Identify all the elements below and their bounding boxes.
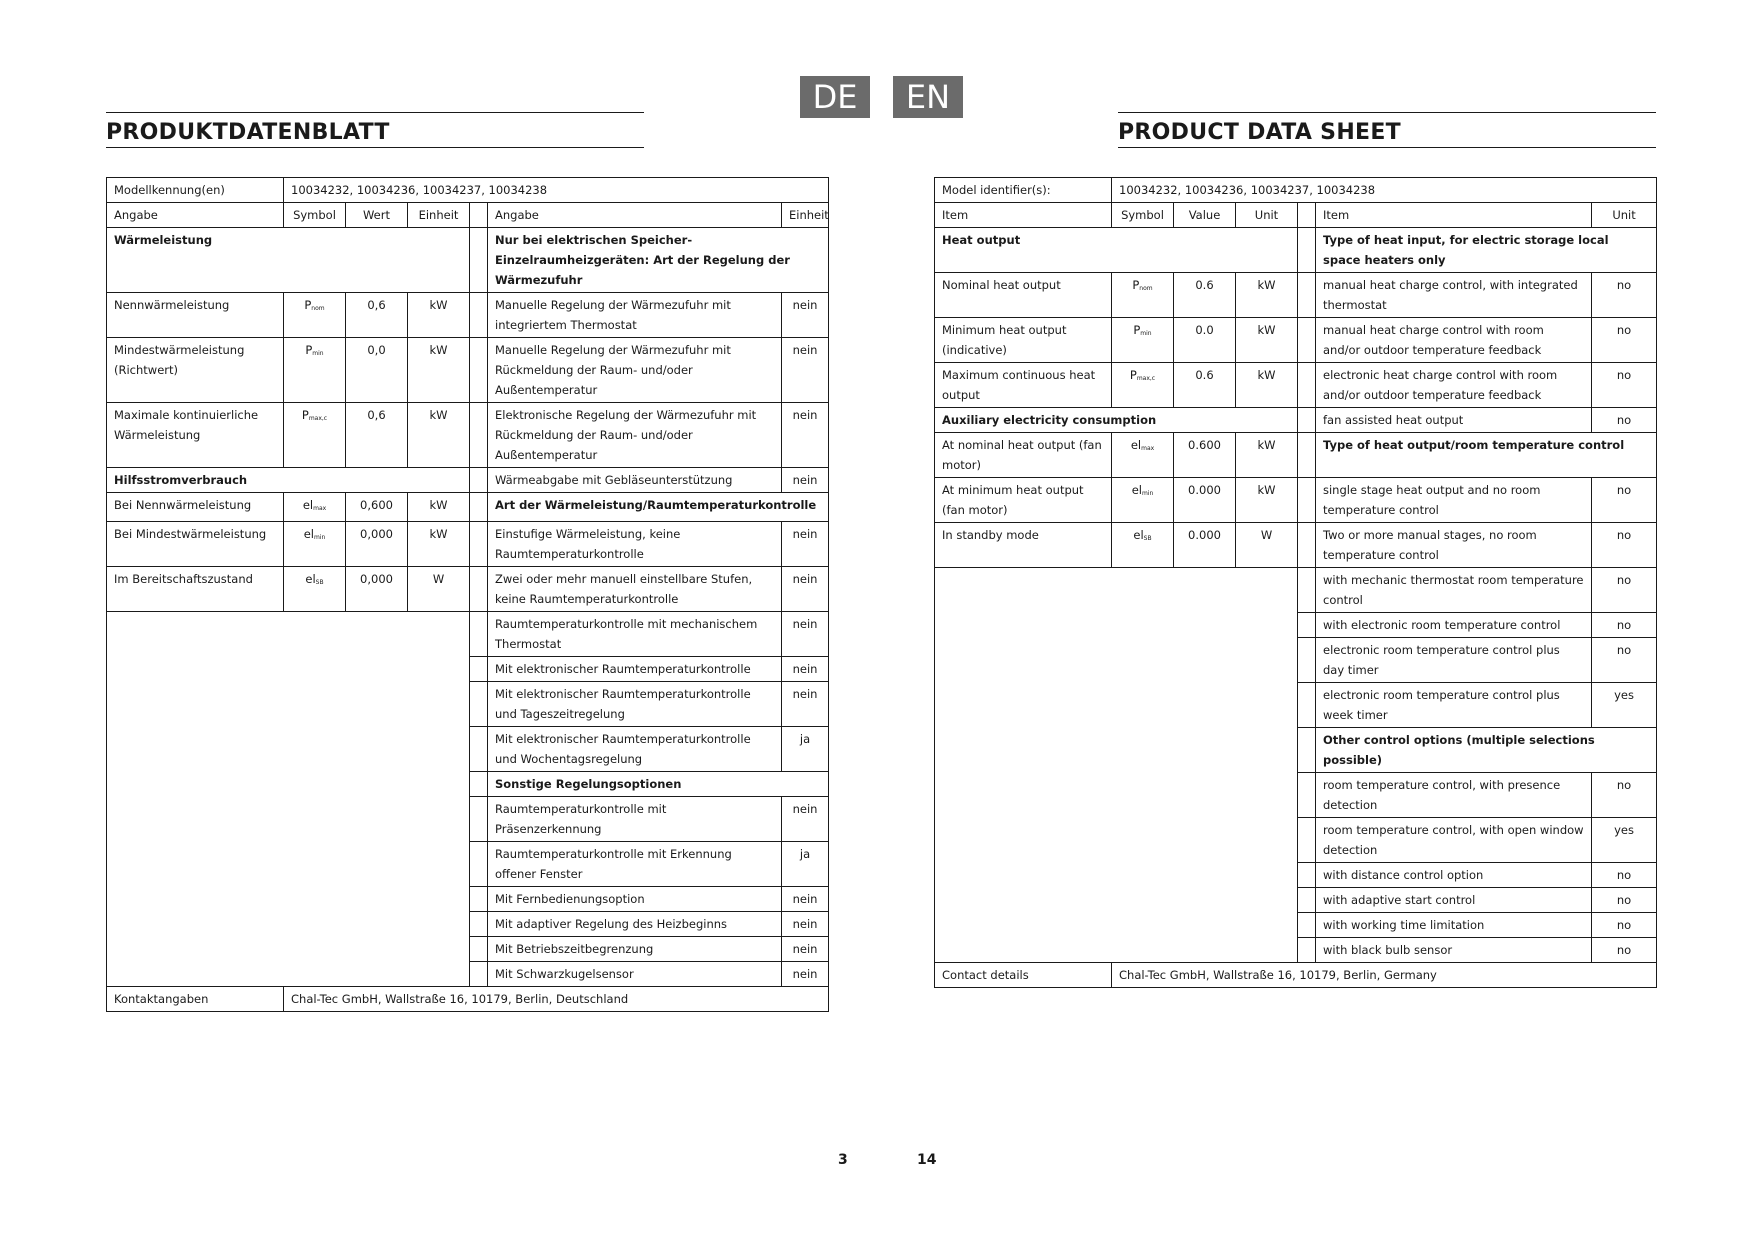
param-label: Mindestwärmeleistung (Richtwert) [107, 338, 284, 403]
symbol-cell [1112, 478, 1174, 523]
item-label: with working time limitation [1316, 913, 1592, 938]
item-value: nein [782, 682, 829, 727]
table-row [107, 468, 829, 493]
item-label: Raumtemperaturkontrolle mit mechanischem Thermostat [488, 612, 782, 657]
spacer-cell [1298, 818, 1316, 863]
spacer-cell [470, 797, 488, 842]
item-label: with electronic room temperature control [1316, 613, 1592, 638]
item-value: no [1592, 273, 1657, 318]
symbol-cell [284, 567, 346, 612]
item-label: manual heat charge control, with integrated thermostat [1316, 273, 1592, 318]
param-label: Bei Mindestwärmeleistung [107, 522, 284, 567]
param-value: 0.600 [1174, 433, 1236, 478]
symbol-cell [1112, 433, 1174, 478]
section-heading: Wärmeleistung [107, 228, 470, 293]
param-unit: kW [1236, 273, 1298, 318]
spacer-cell [470, 887, 488, 912]
model-value: 10034232, 10034236, 10034237, 10034238 [1112, 178, 1657, 203]
symbol-subscript: max [1141, 445, 1155, 452]
item-value: no [1592, 478, 1657, 523]
item-value: nein [782, 887, 829, 912]
item-value: nein [782, 657, 829, 682]
param-label: Nominal heat output [935, 273, 1112, 318]
item-value: no [1592, 938, 1657, 963]
symbol-subscript: nom [311, 305, 325, 312]
spacer-cell [1298, 913, 1316, 938]
model-label: Model identifier(s): [935, 178, 1112, 203]
product-table-de [106, 177, 829, 1012]
item-value: nein [782, 962, 829, 987]
symbol-subscript: min [313, 534, 326, 541]
param-unit: kW [408, 403, 470, 468]
param-value: 0.6 [1174, 273, 1236, 318]
item-value: no [1592, 363, 1657, 408]
spacer-cell [1298, 888, 1316, 913]
item-label: Manuelle Regelung der Wärmezufuhr mit integriertem Thermostat [488, 293, 782, 338]
table-row [107, 987, 829, 1012]
symbol-text: P [1129, 368, 1137, 382]
param-label: At nominal heat output (fan motor) [935, 433, 1112, 478]
section-heading: Other control options (multiple selections possible) [1316, 728, 1657, 773]
item-label: electronic room temperature control plus week timer [1316, 683, 1592, 728]
table-row [935, 228, 1657, 273]
item-label: single stage heat output and no room temperature control [1316, 478, 1592, 523]
item-value: nein [782, 797, 829, 842]
item-value: nein [782, 338, 829, 403]
param-unit: kW [408, 338, 470, 403]
contact-value: Chal-Tec GmbH, Wallstraße 16, 10179, Berlin, Deutschland [284, 987, 829, 1012]
symbol-text: P [304, 298, 312, 312]
symbol-text: el [303, 527, 314, 541]
lang-badge-de: DE [800, 76, 870, 118]
spacer-cell [470, 468, 488, 493]
table-row [107, 403, 829, 468]
symbol-cell [1112, 363, 1174, 408]
spacer-cell [1298, 363, 1316, 408]
param-unit: kW [1236, 478, 1298, 523]
spacer-cell [1298, 203, 1316, 228]
spacer-cell [1298, 478, 1316, 523]
symbol-text: P [305, 343, 313, 357]
spacer-cell [470, 772, 488, 797]
param-value: 0,6 [346, 293, 408, 338]
header-unit: Einheit [408, 203, 470, 228]
param-unit: W [1236, 523, 1298, 568]
spacer-cell [470, 962, 488, 987]
table-row [107, 567, 829, 612]
table-row [935, 318, 1657, 363]
param-value: 0.6 [1174, 363, 1236, 408]
symbol-text: P [1133, 323, 1141, 337]
item-label: Mit adaptiver Regelung des Heizbeginns [488, 912, 782, 937]
item-value: nein [782, 468, 829, 493]
symbol-text: el [1130, 438, 1142, 452]
table-row [107, 178, 829, 203]
symbol-cell [284, 403, 346, 468]
section-heading: Heat output [935, 228, 1298, 273]
symbol-cell [284, 338, 346, 403]
item-value: no [1592, 523, 1657, 568]
page-number-en: 14 [917, 1152, 937, 1168]
spacer-cell [470, 567, 488, 612]
param-value: 0,000 [346, 522, 408, 567]
item-value: no [1592, 408, 1657, 433]
param-label: At minimum heat output (fan motor) [935, 478, 1112, 523]
item-value: no [1592, 613, 1657, 638]
symbol-cell [284, 522, 346, 567]
contact-value: Chal-Tec GmbH, Wallstraße 16, 10179, Berlin, Germany [1112, 963, 1657, 988]
item-label: Einstufige Wärmeleistung, keine Raumtemperaturkontrolle [488, 522, 782, 567]
spacer-cell [470, 338, 488, 403]
item-value: nein [782, 937, 829, 962]
param-value: 0.000 [1174, 478, 1236, 523]
spacer-cell [1298, 228, 1316, 273]
param-unit: kW [1236, 318, 1298, 363]
table-row [935, 273, 1657, 318]
spacer-cell [470, 403, 488, 468]
symbol-subscript: max [313, 505, 327, 512]
section-heading: Sonstige Regelungsoptionen [488, 772, 829, 797]
item-label: Mit elektronischer Raumtemperaturkontrolle und Wochentagsregelung [488, 727, 782, 772]
symbol-cell [284, 293, 346, 338]
page-title-de: PRODUKTDATENBLATT [106, 112, 644, 148]
spacer-cell [470, 912, 488, 937]
spacer-cell [470, 203, 488, 228]
table-row [935, 523, 1657, 568]
symbol-cell [284, 493, 346, 522]
blank-area [107, 612, 470, 987]
param-unit: kW [408, 522, 470, 567]
item-label: electronic heat charge control with room and/or outdoor temperature feedback [1316, 363, 1592, 408]
header-value: Value [1174, 203, 1236, 228]
item-label: Elektronische Regelung der Wärmezufuhr mit Rückmeldung der Raum- und/oder Außentemperatur [488, 403, 782, 468]
item-value: nein [782, 403, 829, 468]
param-label: In standby mode [935, 523, 1112, 568]
model-label: Modellkennung(en) [107, 178, 284, 203]
spacer-cell [1298, 863, 1316, 888]
table-row [107, 203, 829, 228]
spacer-cell [470, 842, 488, 887]
header-item: Item [935, 203, 1112, 228]
contact-label: Kontaktangaben [107, 987, 284, 1012]
table-row [107, 612, 829, 657]
section-heading: Type of heat output/room temperature control [1316, 433, 1657, 478]
symbol-text: el [1133, 528, 1144, 542]
product-table-en [934, 177, 1657, 988]
item-label: room temperature control, with open window detection [1316, 818, 1592, 863]
spacer-cell [1298, 318, 1316, 363]
item-label: room temperature control, with presence detection [1316, 773, 1592, 818]
param-unit: kW [408, 493, 470, 522]
spacer-cell [470, 522, 488, 567]
symbol-subscript: min [1141, 490, 1154, 497]
item-label: Raumtemperaturkontrolle mit Erkennung offener Fenster [488, 842, 782, 887]
table-row [107, 493, 829, 522]
spacer-cell [1298, 938, 1316, 963]
spacer-cell [1298, 433, 1316, 478]
symbol-subscript: nom [1139, 285, 1153, 292]
item-value: no [1592, 568, 1657, 613]
param-value: 0,600 [346, 493, 408, 522]
item-label: fan assisted heat output [1316, 408, 1592, 433]
spacer-cell [1298, 523, 1316, 568]
item-value: no [1592, 638, 1657, 683]
param-value: 0,000 [346, 567, 408, 612]
header-unit: Unit [1236, 203, 1298, 228]
header-unit-right: Einheit [782, 203, 829, 228]
item-label: with adaptive start control [1316, 888, 1592, 913]
header-symbol: Symbol [284, 203, 346, 228]
spacer-cell [1298, 568, 1316, 613]
item-label: with mechanic thermostat room temperature control [1316, 568, 1592, 613]
param-label: Maximum continuous heat output [935, 363, 1112, 408]
table-row [935, 363, 1657, 408]
symbol-subscript: max,c [1136, 375, 1156, 382]
spacer-cell [1298, 728, 1316, 773]
model-value: 10034232, 10034236, 10034237, 10034238 [284, 178, 829, 203]
param-unit: W [408, 567, 470, 612]
section-heading: Nur bei elektrischen Speicher-Einzelraumheizgeräten: Art der Regelung der Wärmezufuhr [488, 228, 829, 293]
table-row [107, 522, 829, 567]
page-title-en: PRODUCT DATA SHEET [1118, 112, 1656, 148]
table-row [107, 338, 829, 403]
item-value: nein [782, 293, 829, 338]
symbol-text: P [301, 408, 309, 422]
param-unit: kW [1236, 433, 1298, 478]
param-value: 0.0 [1174, 318, 1236, 363]
param-label: Bei Nennwärmeleistung [107, 493, 284, 522]
item-value: nein [782, 567, 829, 612]
table-row [935, 203, 1657, 228]
header-value: Wert [346, 203, 408, 228]
item-label: Mit Betriebszeitbegrenzung [488, 937, 782, 962]
spacer-cell [470, 228, 488, 293]
item-value: yes [1592, 818, 1657, 863]
spacer-cell [470, 612, 488, 657]
item-label: Wärmeabgabe mit Gebläseunterstützung [488, 468, 782, 493]
spacer-cell [1298, 273, 1316, 318]
table-row [935, 568, 1657, 613]
table-row [107, 293, 829, 338]
table-row [935, 478, 1657, 523]
param-value: 0,0 [346, 338, 408, 403]
header-item-right: Angabe [488, 203, 782, 228]
item-label: Mit Fernbedienungsoption [488, 887, 782, 912]
param-unit: kW [1236, 363, 1298, 408]
symbol-cell [1112, 273, 1174, 318]
spacer-cell [470, 293, 488, 338]
symbol-text: el [302, 498, 314, 512]
item-value: no [1592, 888, 1657, 913]
item-label: with distance control option [1316, 863, 1592, 888]
item-value: no [1592, 863, 1657, 888]
item-value: no [1592, 773, 1657, 818]
item-label: Zwei oder mehr manuell einstellbare Stufen, keine Raumtemperaturkontrolle [488, 567, 782, 612]
item-value: yes [1592, 683, 1657, 728]
item-label: Raumtemperaturkontrolle mit Präsenzerkennung [488, 797, 782, 842]
item-label: with black bulb sensor [1316, 938, 1592, 963]
param-label: Im Bereitschaftszustand [107, 567, 284, 612]
item-label: Mit Schwarzkugelsensor [488, 962, 782, 987]
item-value: nein [782, 522, 829, 567]
symbol-subscript: SB [315, 579, 324, 586]
section-heading: Hilfsstromverbrauch [107, 468, 470, 493]
spacer-cell [1298, 638, 1316, 683]
symbol-text: P [1132, 278, 1140, 292]
table-row [935, 178, 1657, 203]
symbol-text: el [1131, 483, 1142, 497]
spacer-cell [1298, 773, 1316, 818]
symbol-subscript: min [312, 350, 324, 357]
section-heading: Type of heat input, for electric storage local space heaters only [1316, 228, 1657, 273]
symbol-cell [1112, 523, 1174, 568]
spacer-cell [1298, 683, 1316, 728]
item-label: Mit elektronischer Raumtemperaturkontrolle [488, 657, 782, 682]
item-value: ja [782, 842, 829, 887]
item-value: nein [782, 912, 829, 937]
param-value: 0.000 [1174, 523, 1236, 568]
contact-label: Contact details [935, 963, 1112, 988]
param-label: Minimum heat output (indicative) [935, 318, 1112, 363]
lang-badge-en: EN [893, 76, 963, 118]
param-unit: kW [408, 293, 470, 338]
table-row [107, 228, 829, 293]
header-symbol: Symbol [1112, 203, 1174, 228]
symbol-subscript: min [1140, 330, 1152, 337]
table-row [935, 408, 1657, 433]
blank-area [935, 568, 1298, 963]
spacer-cell [470, 937, 488, 962]
page-number-de: 3 [838, 1152, 848, 1168]
header-unit-right: Unit [1592, 203, 1657, 228]
header-item: Angabe [107, 203, 284, 228]
param-label: Maximale kontinuierliche Wärmeleistung [107, 403, 284, 468]
param-value: 0,6 [346, 403, 408, 468]
spacer-cell [470, 493, 488, 522]
item-label: Two or more manual stages, no room temperature control [1316, 523, 1592, 568]
item-label: Mit elektronischer Raumtemperaturkontrolle und Tageszeitregelung [488, 682, 782, 727]
item-value: nein [782, 612, 829, 657]
item-value: no [1592, 913, 1657, 938]
spacer-cell [1298, 408, 1316, 433]
item-value: no [1592, 318, 1657, 363]
table-row [935, 433, 1657, 478]
item-label: electronic room temperature control plus day timer [1316, 638, 1592, 683]
param-label: Nennwärmeleistung [107, 293, 284, 338]
symbol-subscript: max,c [308, 415, 328, 422]
section-heading: Auxiliary electricity consumption [935, 408, 1298, 433]
item-label: Manuelle Regelung der Wärmezufuhr mit Rückmeldung der Raum- und/oder Außentemperatur [488, 338, 782, 403]
symbol-cell [1112, 318, 1174, 363]
item-label: manual heat charge control with room and/or outdoor temperature feedback [1316, 318, 1592, 363]
header-item-right: Item [1316, 203, 1592, 228]
spacer-cell [1298, 613, 1316, 638]
symbol-subscript: SB [1143, 535, 1152, 542]
symbol-text: el [305, 572, 316, 586]
section-heading: Art der Wärmeleistung/Raumtemperaturkontrolle [488, 493, 829, 522]
spacer-cell [470, 657, 488, 682]
item-value: ja [782, 727, 829, 772]
spacer-cell [470, 682, 488, 727]
spacer-cell [470, 727, 488, 772]
table-row [935, 963, 1657, 988]
